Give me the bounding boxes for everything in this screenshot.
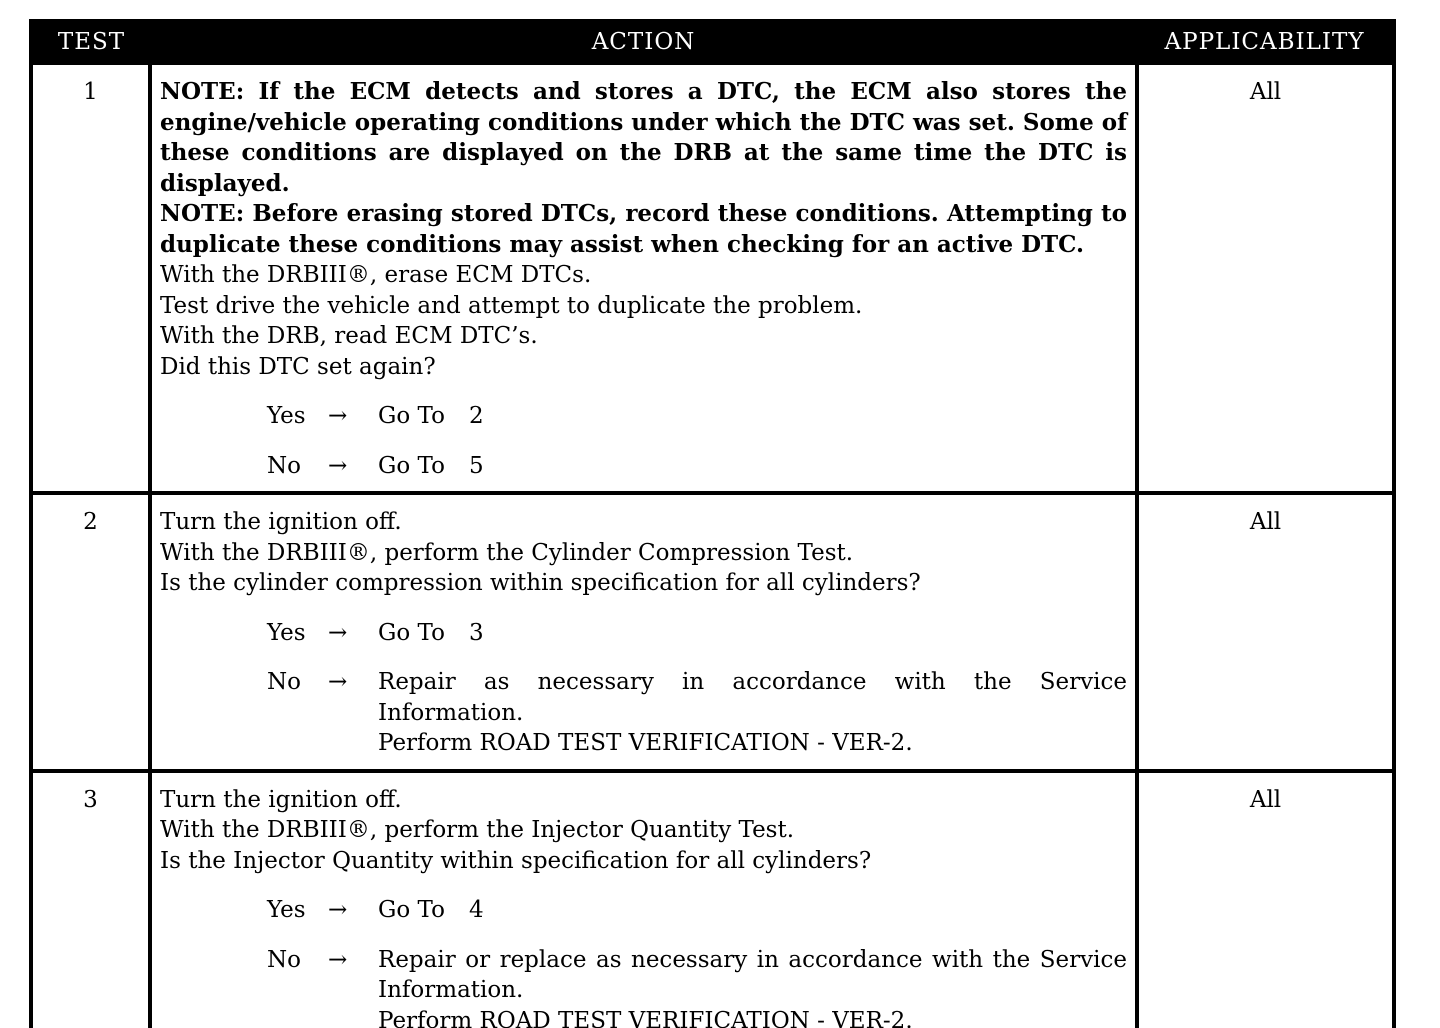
instruction-line: Turn the ignition off.: [160, 786, 402, 813]
choice-label: No: [267, 946, 301, 973]
repair-text: Repair as necessary in accordance with the Service Information.: [378, 669, 1127, 726]
question-line: Is the cylinder compression within specification for all cylinders?: [160, 570, 921, 596]
choice-label: Yes: [267, 897, 306, 923]
choice-list: [160, 618, 1127, 759]
choice-result: [378, 618, 1127, 649]
choice-label: Yes: [267, 619, 306, 646]
applicability-value: All: [1137, 493, 1394, 771]
goto-text: Go To: [378, 897, 445, 923]
goto-target: 2: [468, 403, 484, 429]
choice-yes: [160, 618, 1127, 649]
choice-yes: [160, 895, 1127, 926]
note-text: NOTE: If the ECM detects and stores a DTC, the ECM also stores the engine/vehicle operating conditions under which the DTC was set. Some of these conditions are displayed on the DRB at the same time the DTC is displayed.: [160, 78, 1127, 197]
goto-target: 3: [468, 619, 484, 646]
repair-text: Repair or replace as necessary in accordance with the Service: [378, 946, 1127, 973]
goto-text: Go To: [378, 452, 445, 479]
choice-list: [160, 895, 1127, 1028]
instruction-line: Turn the ignition off.: [160, 509, 402, 535]
choice-result: [378, 945, 1127, 1028]
choice-list: [160, 401, 1127, 481]
verification-text: Perform ROAD TEST VERIFICATION - VER-2.: [378, 1007, 913, 1028]
choice-result: [378, 401, 1127, 432]
choice-result: [378, 895, 1127, 926]
arrow-right-icon: →: [328, 403, 348, 429]
table-row-test-3: [31, 771, 1394, 1028]
goto-text: Go To: [378, 403, 445, 429]
header-action: ACTION: [150, 21, 1137, 63]
applicability-value: All: [1137, 771, 1394, 1028]
choice-no: [160, 451, 1127, 482]
instruction-line: With the DRBIII®, perform the Injector Quantity Test.: [160, 817, 795, 843]
test-number: 1: [31, 63, 150, 493]
arrow-right-icon: →: [328, 897, 348, 923]
choice-label: Yes: [267, 403, 306, 429]
choice-no: [160, 945, 1127, 1028]
table-row-test-2: [31, 493, 1394, 771]
instruction-line: With the DRBIII®, erase ECM DTCs.: [160, 262, 592, 288]
table-row-test-1: [31, 63, 1394, 493]
choice-label: No: [267, 669, 301, 695]
goto-target: 5: [468, 452, 484, 479]
choice-label: No: [267, 452, 301, 479]
action-cell: [150, 771, 1137, 1028]
goto-target: 4: [468, 897, 484, 923]
table-header-row: [31, 21, 1394, 63]
choice-no: [160, 667, 1127, 759]
question-line: Did this DTC set again?: [160, 353, 436, 380]
header-test: TEST: [31, 21, 150, 63]
verification-text: Perform ROAD TEST VERIFICATION - VER-2.: [378, 730, 913, 756]
test-number: 2: [31, 493, 150, 771]
goto-text: Go To: [378, 619, 445, 646]
header-applicability: APPLICABILITY: [1137, 21, 1394, 63]
note-text: NOTE: Before erasing stored DTCs, record these conditions. Attempting to duplicate these conditions may assist when checking for an active DTC.: [160, 200, 1127, 258]
diagnostic-test-table: [29, 19, 1396, 1028]
instruction-line: With the DRBIII®, perform the Cylinder Compression Test.: [160, 539, 854, 566]
applicability-value: All: [1137, 63, 1394, 493]
choice-yes: [160, 401, 1127, 432]
instruction-line: Test drive the vehicle and attempt to duplicate the problem.: [160, 292, 863, 319]
action-cell: [150, 493, 1137, 771]
arrow-right-icon: →: [328, 946, 348, 973]
instruction-line: With the DRB, read ECM DTC’s.: [160, 323, 538, 349]
arrow-right-icon: →: [328, 669, 348, 695]
action-cell: [150, 63, 1137, 493]
arrow-right-icon: →: [328, 452, 348, 479]
choice-result: [378, 667, 1127, 759]
choice-result: [378, 451, 1127, 482]
question-line: Is the Injector Quantity within specification for all cylinders?: [160, 847, 872, 874]
repair-text-continued: Information.: [378, 977, 524, 1003]
test-number: 3: [31, 771, 150, 1028]
arrow-right-icon: →: [328, 619, 348, 646]
